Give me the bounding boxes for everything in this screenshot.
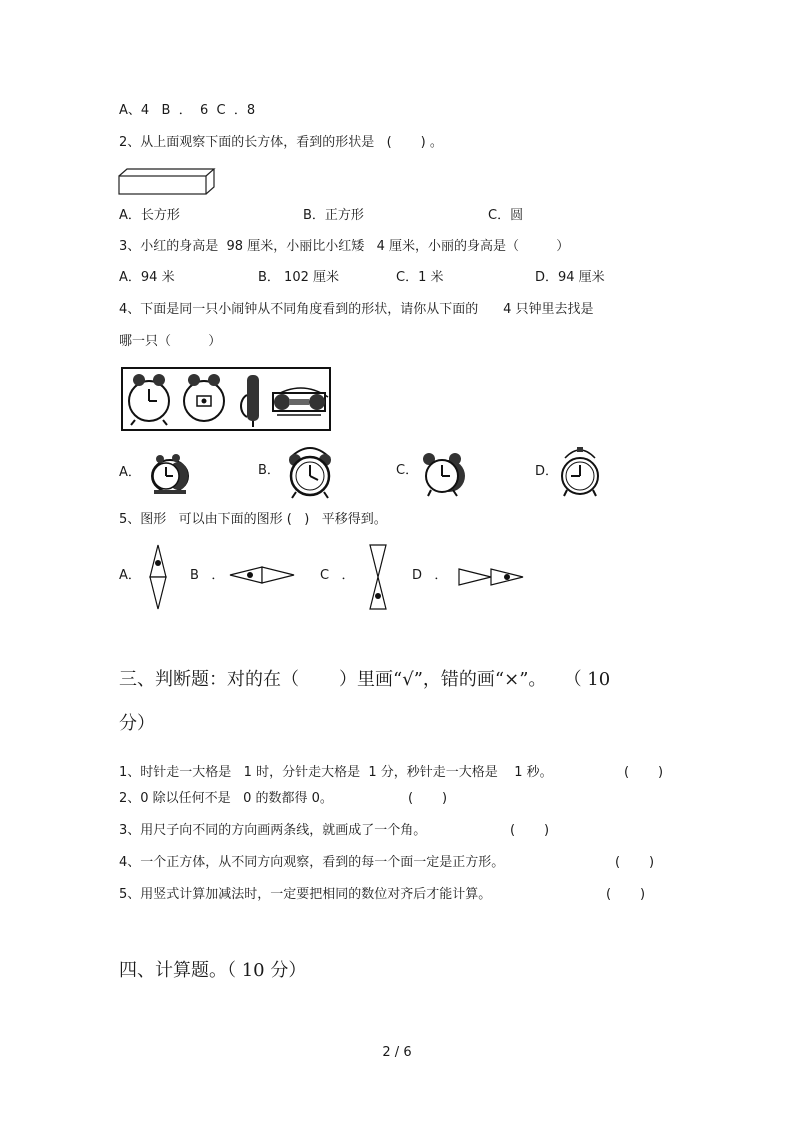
clock-views-box — [121, 367, 331, 431]
q4-option-b-label[interactable]: B． — [258, 463, 280, 478]
q5-option-b-label[interactable]: B ． — [190, 568, 225, 583]
judge-item-5: 5、用竖式计算加减法时，一定要把相同的数位对齐后才能计算。 — [119, 887, 492, 902]
q3-option-c[interactable]: C．1 米 — [396, 270, 444, 285]
judge-answer-2[interactable]: ( ) — [408, 791, 448, 806]
q3-stem: 3、小红的身高是 98 厘米，小丽比小红矮 4 厘米，小丽的身高是（ ） — [119, 239, 570, 254]
alarm-clock-icon[interactable] — [284, 444, 336, 500]
bowtie-shape-icon[interactable] — [148, 543, 168, 611]
cuboid-icon — [118, 168, 218, 198]
q4-stem-line2: 哪一只（ ） — [119, 334, 222, 349]
judge-answer-4[interactable]: ( ) — [615, 855, 655, 870]
q4-stem-line1: 4、下面是同一只小闹钟从不同角度看到的形状，请你从下面的 4 只钟里去找是 — [119, 302, 594, 317]
q5-option-d-label[interactable]: D ． — [412, 568, 448, 583]
q4-option-a-label[interactable]: A． — [119, 465, 141, 480]
q4-option-d-label[interactable]: D． — [535, 464, 559, 479]
clock-top-view-icon — [273, 388, 328, 415]
section3-title-line1: 三、判断题：对的在（ ）里画“√”，错的画“×”。 （ 10 — [119, 669, 611, 690]
q2-option-a[interactable]: A．长方形 — [119, 208, 180, 223]
page-number: 2 / 6 — [382, 1045, 412, 1060]
q4-option-c-label[interactable]: C． — [396, 463, 419, 478]
judge-answer-1[interactable]: ( ) — [624, 765, 664, 780]
q5-option-c-label[interactable]: C ． — [320, 568, 355, 583]
bowtie-shape-icon[interactable] — [457, 567, 527, 587]
clock-back-view-icon — [184, 374, 224, 421]
q2-option-b[interactable]: B．正方形 — [303, 208, 364, 223]
alarm-clock-icon[interactable] — [146, 450, 194, 496]
q5-stem: 5、图形 可以由下面的图形 ( ) 平移得到。 — [119, 512, 387, 527]
q3-option-b[interactable]: B． 102 厘米 — [258, 270, 339, 285]
alarm-clock-icon[interactable] — [419, 450, 467, 498]
q1-options: A、4 B ． 6 C ．8 — [119, 103, 256, 118]
section3-title-line2: 分） — [119, 713, 155, 734]
judge-answer-5[interactable]: ( ) — [606, 887, 646, 902]
q3-option-a[interactable]: A．94 米 — [119, 270, 175, 285]
q3-option-d[interactable]: D．94 厘米 — [535, 270, 605, 285]
judge-item-2: 2、0 除以任何不是 0 的数都得 0。 — [119, 791, 333, 806]
q5-option-a-label[interactable]: A． — [119, 568, 141, 583]
judge-answer-3[interactable]: ( ) — [510, 823, 550, 838]
section4-title: 四、计算题。（ 10 分） — [119, 960, 307, 981]
q2-option-c[interactable]: C．圆 — [488, 208, 524, 223]
bowtie-shape-icon[interactable] — [228, 565, 298, 585]
judge-item-4: 4、一个正方体，从不同方向观察，看到的每一个面一定是正方形。 — [119, 855, 505, 870]
alarm-clock-icon[interactable] — [557, 444, 603, 498]
judge-item-1: 1、时针走一大格是 1 时，分针走大格是 1 分，秒针走一大格是 1 秒。 — [119, 765, 553, 780]
q2-stem: 2、从上面观察下面的长方体，看到的形状是 ( ) 。 — [119, 135, 443, 150]
judge-item-3: 3、用尺子向不同的方向画两条线，就画成了一个角。 — [119, 823, 427, 838]
bowtie-shape-icon[interactable] — [368, 543, 388, 611]
